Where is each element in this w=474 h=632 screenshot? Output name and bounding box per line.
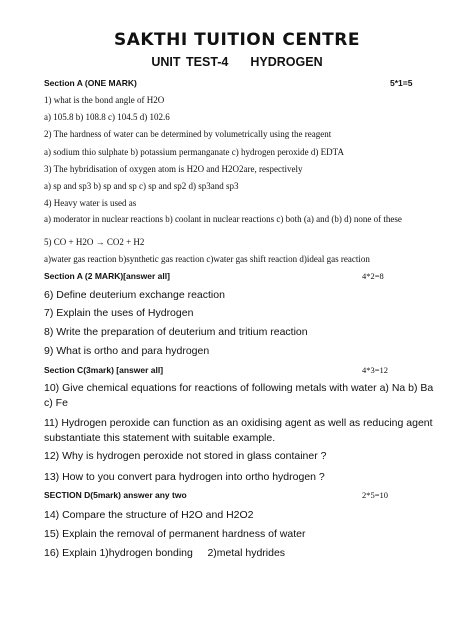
section-a-two-mark-heading: Section A (2 MARK)[answer all] [44,271,170,281]
section-a-one-mark-heading: Section A (ONE MARK) [44,78,137,88]
section-a-two-mark-marks: 4*2=8 [362,271,384,281]
question-5: 5) CO + H2O → CO2 + H2 [44,237,145,247]
question-10: 10) Give chemical equations for reactions of following metals with water a) Na b) Ba c) Fe [44,382,434,409]
section-d-marks: 2*5=10 [362,490,389,500]
question-4: 4) Heavy water is used as [44,198,137,208]
question-4-options: a) moderator in nuclear reactions b) coolant in nuclear reactions c) both (a) and (b) d) none of these [44,214,402,224]
question-8: 8) Write the preparation of deuterium and tritium reaction [44,326,308,338]
unit-label: UNIT TEST-4 [151,55,229,69]
topic-label: HYDROGEN [250,55,323,69]
question-5-options: a)water gas reaction b)synthetic gas reaction c)water gas shift reaction d)ideal gas reaction [44,254,370,264]
question-1: 1) what is the bond angle of H2O [44,95,165,105]
page-title: SAKTHI TUITION CENTRE [113,30,360,50]
question-13: 13) How to you convert para hydrogen into ortho hydrogen ? [44,471,325,483]
question-3: 3) The hybridisation of oxygen atom is H2O and H2O2are, respectively [44,164,303,174]
question-15: 15) Explain the removal of permanent hardness of water [44,528,306,540]
page-subtitle [0,55,474,69]
question-2: 2) The hardness of water can be determined by volumetrically using the reagent [44,129,332,139]
question-6: 6) Define deuterium exchange reaction [44,289,225,301]
section-c-marks: 4*3=12 [362,365,389,375]
question-1-options: a) 105.8 b) 108.8 c) 104.5 d) 102.6 [44,112,170,122]
question-2-options: a) sodium thio sulphate b) potassium permanganate c) hydrogen peroxide d) EDTA [44,147,344,157]
question-14: 14) Compare the structure of H2O and H2O2 [44,509,254,521]
question-7: 7) Explain the uses of Hydrogen [44,307,194,319]
question-12: 12) Why is hydrogen peroxide not stored in glass container ? [44,450,327,462]
question-16: 16) Explain 1)hydrogen bonding 2)metal hydrides [44,547,286,559]
question-11: 11) Hydrogen peroxide can function as an oxidising agent as well as reducing agent substantiate this statement with suitable example. [44,417,433,444]
section-a-one-mark-marks: 5*1=5 [390,78,413,88]
section-c-heading: Section C(3mark) [answer all] [44,365,164,375]
question-3-options: a) sp and sp3 b) sp and sp c) sp and sp2 d) sp3and sp3 [44,181,239,191]
section-d-heading: SECTION D(5mark) answer any two [44,490,187,500]
question-9: 9) What is ortho and para hydrogen [44,345,210,357]
